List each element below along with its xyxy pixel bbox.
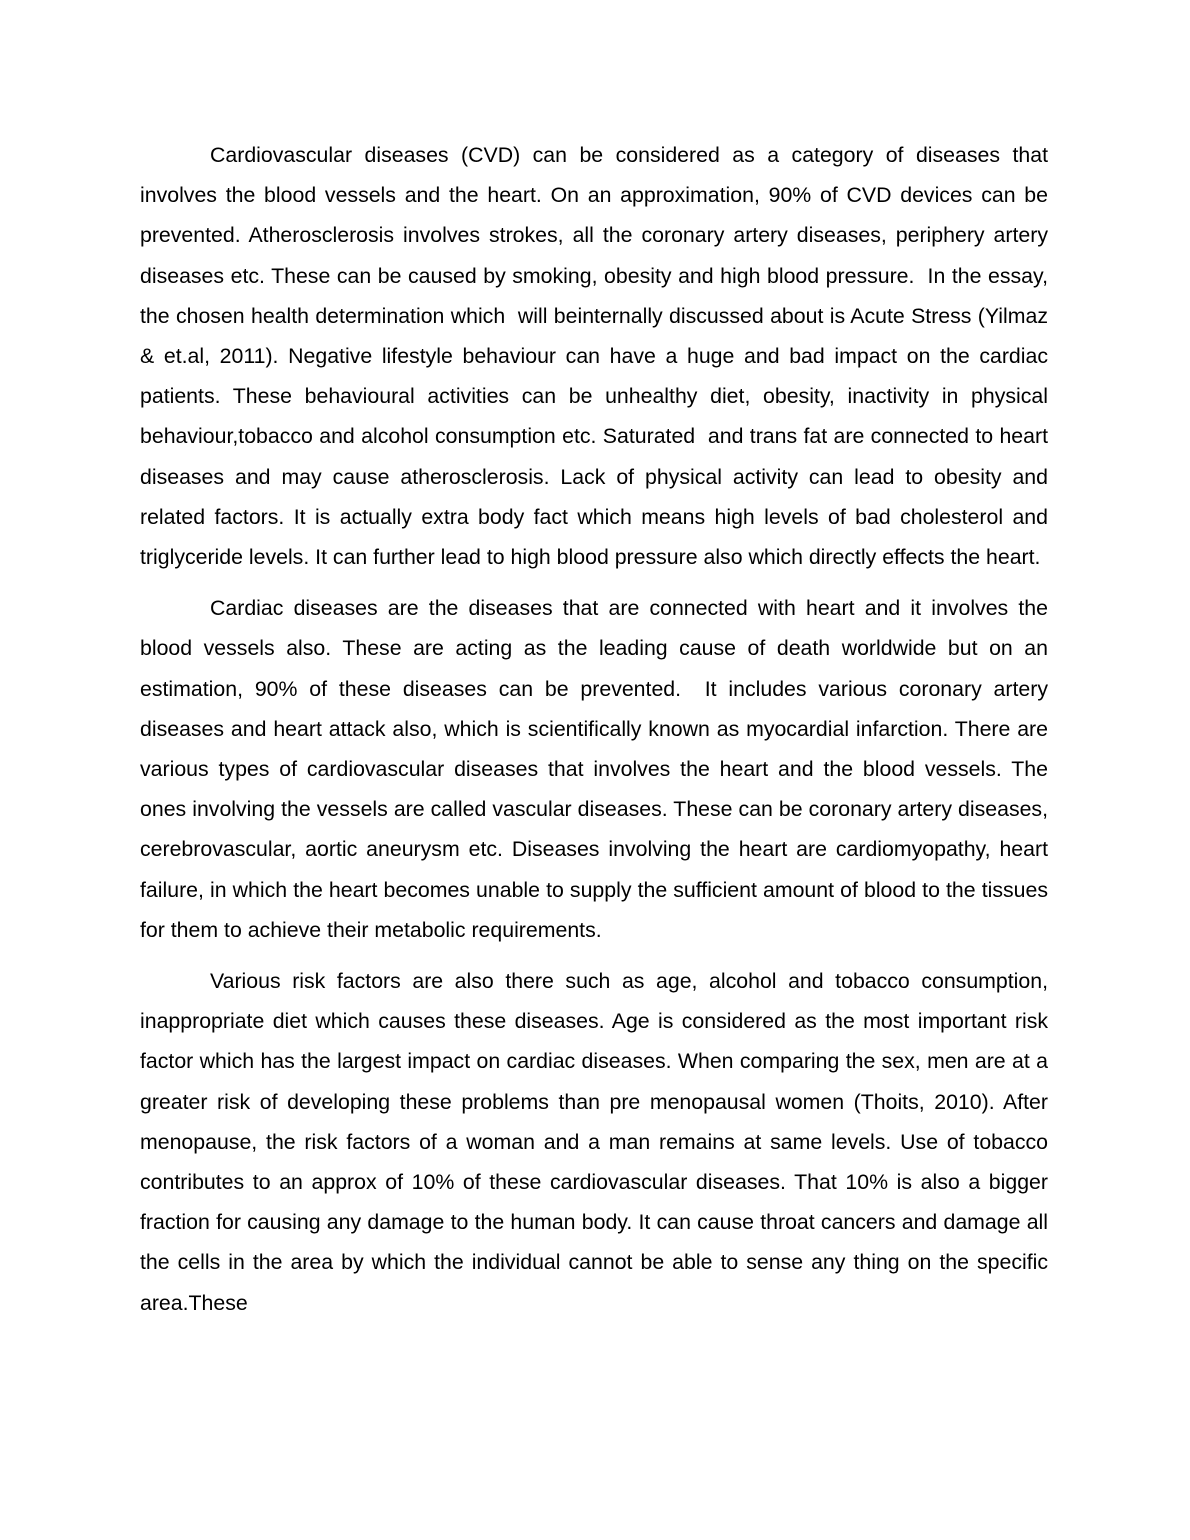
paragraph-risk-factors: Various risk factors are also there such as age, alcohol and tobacco consumption, inappropriate diet which causes these diseases. Age is considered as the most important risk factor which has the largest impact on cardiac diseases. When comparing the sex, men are at a greater risk of developing these problems than pre menopausal women (Thoits, 2010). After menopause, the risk factors of a woman and a man remains at same levels. Use of tobacco contributes to an approx of 10% of these cardiovascular diseases. That 10% is also a bigger fraction for causing any damage to the human body. It can cause throat cancers and damage all the cells in the area by which the individual cannot be able to sense any thing on the specific area.These <box>140 969 1060 1315</box>
paragraph-cvd-overview: Cardiovascular diseases (CVD) can be considered as a category of diseases that involves the blood vessels and the heart. On an approximation, 90% of CVD devices can be prevented. Atherosclerosis involves strokes, all the coronary artery diseases, periphery artery diseases etc. These can be caused by smoking, obesity and high blood pressure. In the essay, the chosen health determination which will beinternally discussed about is Acute Stress (Yilmaz & et.al, 2011). Negative lifestyle behaviour can have a huge and bad impact on the cardiac patients. These behavioural activities can be unhealthy diet, obesity, inactivity in physical behaviour,tobacco and alcohol consumption etc. Saturated and trans fat are connected to heart diseases and may cause atherosclerosis. Lack of physical activity can lead to obesity and related factors. It is actually extra body fact which means high levels of bad cholesterol and triglyceride levels. It can further lead to high blood pressure also which directly effects the heart. <box>140 143 1054 570</box>
paragraph-cardiac-diseases: Cardiac diseases are the diseases that are connected with heart and it involves the blood vessels also. These are acting as the leading cause of death worldwide but on an estimation, 90% of these diseases can be prevented. It includes various coronary artery diseases and heart attack also, which is scientifically known as myocardial infarction. There are various types of cardiovascular diseases that involves the heart and the blood vessels. The ones involving the vessels are called vascular diseases. These can be coronary artery diseases, cerebrovascular, aortic aneurysm etc. Diseases involving the heart are cardiomyopathy, heart failure, in which the heart becomes unable to supply the sufficient amount of blood to the tissues for them to achieve their metabolic requirements. <box>140 596 1054 942</box>
document-body <box>140 135 1060 1334</box>
